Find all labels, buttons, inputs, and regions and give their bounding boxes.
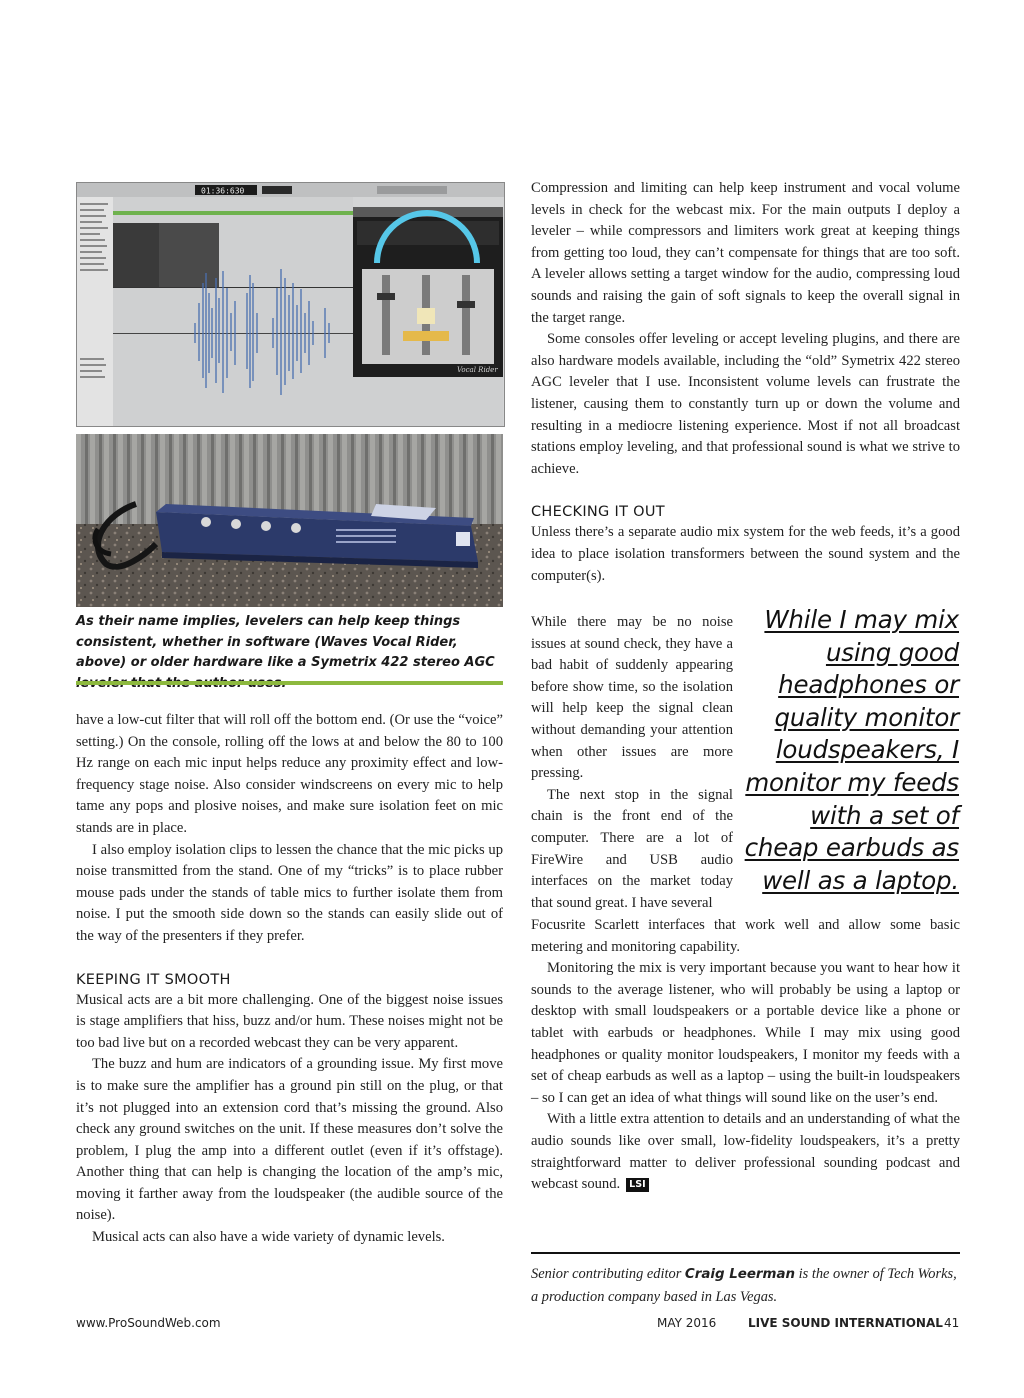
counter-readout: 01:36:630 <box>201 186 245 196</box>
left-paragraph-5: Musical acts can also have a wide variety of dynamic levels. <box>92 1229 445 1246</box>
author-bio <box>531 1263 960 1308</box>
left-paragraph-3: Musical acts are a bit more challenging. One of the biggest noise issues is stage amplifiers that hiss, buzz and/or hum. These noises might not be too bad live but on a recorded webcast they can be very apparent. <box>76 991 503 1051</box>
right-column-top <box>531 178 960 587</box>
daw-screenshot-figure <box>76 182 505 427</box>
bio-prefix: Senior contributing editor <box>531 1266 685 1282</box>
symetrix-leveler-photo <box>76 434 503 607</box>
section-heading-checking-it-out: CHECKING IT OUT <box>531 504 665 521</box>
left-paragraph-2: I also employ isolation clips to lessen the chance that the mic picks up noise transmitted from the stand. One of my “tricks” is to place rubber mouse pads under the stands of table mics to further isolate them from noise. I put the smooth side down so the stands can easily slide out of the way of the presenters if they prefer. <box>76 841 503 944</box>
footer-issue-date: MAY 2016 <box>657 1316 717 1330</box>
lsi-end-mark: LSI <box>626 1178 648 1192</box>
right-paragraph-4-rest: Focusrite Scarlett interfaces that work well and allow some basic metering and monitoring capability. <box>531 917 960 955</box>
section-heading-keeping-it-smooth: KEEPING IT SMOOTH <box>76 971 231 988</box>
right-paragraph-6-text: With a little extra attention to details and an understanding of what the audio sounds like over small, low-fidelity loudspeakers, it’s a pretty straightforward matter to deliver professional sounding podcast and webcast sound. <box>531 1111 960 1193</box>
symetrix-photo-art <box>76 434 503 607</box>
daw-screenshot-art <box>77 183 504 426</box>
bio-suffix: is the owner of Tech Works, a production company based in Las Vegas. <box>531 1266 957 1305</box>
bio-divider <box>531 1252 960 1254</box>
right-paragraph-2: Some consoles offer leveling or accept leveling plugins, and there are also hardware models available, including the “old” Symetrix 422 stereo AGC leveler that I use. Inconsistent volume levels can frustrate the listener, causing them to constantly turn up or down the volume and resulting in a mediocre listening experience. Most if not all broadcast stations employ leveling, and that professional sound is what we strive to achieve. <box>531 331 960 477</box>
right-paragraph-4-narrow: The next stop in the signal chain is the front end of the computer. There are a lot of FireWire and USB audio interfaces on the market today that sound great. I have several <box>531 786 733 911</box>
right-column-bottom <box>531 915 960 1196</box>
caption-divider <box>76 681 503 685</box>
right-paragraph-3-full: Unless there’s a separate audio mix system for the web feeds, it’s a good idea to place isolation transformers between the sound system and the computer(s). <box>531 524 960 584</box>
footer-website[interactable]: www.ProSoundWeb.com <box>76 1316 221 1330</box>
right-paragraph-6 <box>531 1109 960 1195</box>
left-paragraph-1: have a low-cut filter that will roll off the bottom end. (Or use the “voice” setting.) On the console, rolling off the lows at and below the 80 to 100 Hz range on each mic input helps reduce any proximity effect and low-frequency stage noise. Also consider windscreens on every mic to help tame any pops and plosive noises, and make sure isolation feet on mic stands are in place. <box>76 712 503 836</box>
left-paragraph-4: The buzz and hum are indicators of a grounding issue. My first move is to make sure the amplifier has a ground pin still on the plug, or that it’s not plugged into an extension cord that’s missing the ground. Also check any ground switches on the unit. If these measures don’t solve the problem, I plug the amp into a different outlet (even if it’s offstage). Another thing that can help is changing the location of the amp’s mic, moving it farther away from the loudspeaker (the audible source of the noise). <box>76 1056 503 1224</box>
plugin-name-label: Vocal Rider <box>457 366 498 374</box>
pull-quote: While I may mix using good headphones or quality monitor loudspeakers, I monitor my feeds with a set of cheap earbuds as well as a laptop. <box>744 605 959 895</box>
figure-caption: As their name implies, levelers can help keep things consistent, whether in software (Waves Vocal Rider, above) or older hardware like a Symetrix 422 stereo AGC <box>76 614 495 670</box>
bio-author-name: Craig Leerman <box>684 1267 796 1282</box>
footer-page-number: 41 <box>944 1316 960 1330</box>
right-paragraph-5: Monitoring the mix is very important because you want to hear how it sounds to the average listener, who will probably be using a laptop or desktop with small loudspeakers or a portable device like a phone or tablet with earbuds or headphones. While I may mix using good headphones or quality monitor loudspeakers, I monitor my feeds with a set of cheap earbuds as well as a laptop – using the built-in loudspeakers – so I can get an idea of what things will sound like on the user’s end. <box>531 960 960 1106</box>
right-paragraph-3-narrow: While there may be no noise issues at sound check, they have a bad habit of suddenly appearing before show time, so the isolation will help keep the signal clean without demanding your attention when other issues are more pressing. <box>531 614 733 782</box>
left-column <box>76 710 503 1249</box>
right-paragraph-1: Compression and limiting can help keep instrument and vocal volume levels in check for the webcast mix. For the main outputs I deploy a leveler – while compressors and limiters work great at keeping things from getting too loud, they can’t compensate for things that are too soft. A leveler allows setting a target window for the audio, compressing loud sounds and raising the gain of soft signals to keep the overall signal in the target range. <box>531 180 960 326</box>
right-column-narrow <box>531 612 733 914</box>
footer-magazine-name: LIVE SOUND INTERNATIONAL <box>748 1316 943 1330</box>
